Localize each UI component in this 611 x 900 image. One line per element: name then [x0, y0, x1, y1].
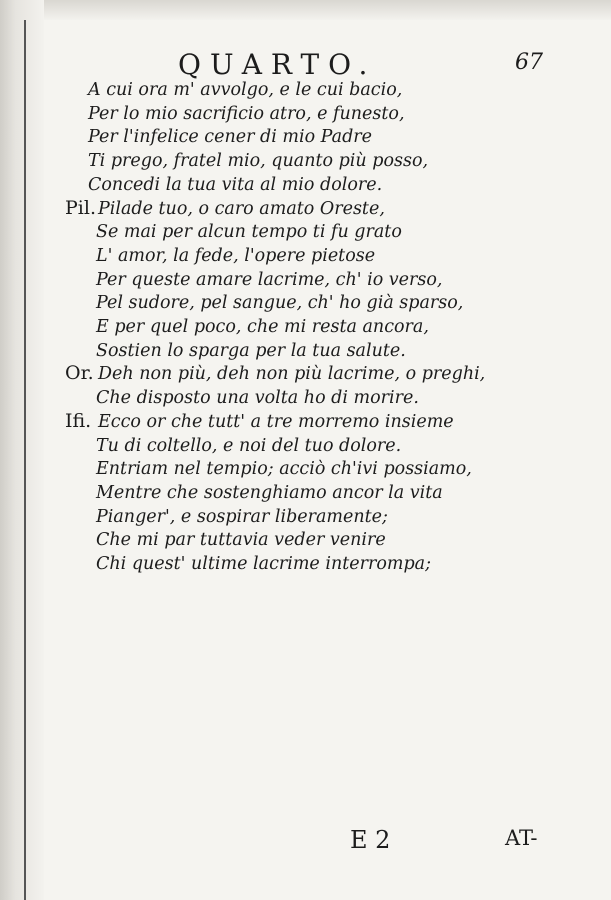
- verse-line: Per l'infelice cener di mio Padre: [88, 127, 373, 148]
- verse-line: Ti prego, fratel mio, quanto più posso,: [88, 151, 429, 172]
- binding-gutter: [0, 0, 44, 900]
- speaker-label: Pil.: [65, 196, 96, 219]
- gutter-edge-line: [24, 20, 26, 900]
- verse-line: Pianger', e sospirar liberamente;: [96, 506, 388, 527]
- verse-line: Per lo mio sacrificio atro, e funesto,: [88, 103, 405, 124]
- verse-line: Per queste amare lacrime, ch' io verso,: [96, 269, 443, 290]
- verse-line: Tu di coltello, e noi del tuo dolore.: [96, 435, 402, 456]
- verse-line: Chi quest' ultime lacrime interrompa;: [96, 554, 432, 574]
- running-head: QUARTO.: [178, 48, 377, 81]
- verse-line: E per quel poco, che mi resta ancora,: [96, 317, 429, 337]
- verse-line: Se mai per alcun tempo ti fu grato: [96, 222, 402, 243]
- verse-line: Concedi la tua vita al mio dolore.: [88, 174, 383, 195]
- verse-line: A cui ora m' avvolgo, e le cui bacio,: [88, 80, 403, 100]
- verse-line: Pilade tuo, o caro amato Oreste,: [98, 198, 385, 219]
- verse-line: Entriam nel tempio; acciò ch'ivi possiamo,: [96, 459, 472, 480]
- verse-line: L' amor, la fede, l'opere pietose: [96, 245, 376, 266]
- speaker-label: Ifi.: [65, 409, 92, 432]
- verse-line: Mentre che sostenghiamo ancor la vita: [96, 482, 443, 503]
- page-top-shadow: [0, 0, 611, 20]
- verse-line: Che disposto una volta ho di morire.: [96, 388, 419, 409]
- verse-line: Pel sudore, pel sangue, ch' ho già sparso,: [96, 293, 464, 314]
- signature-mark: E 2: [350, 826, 391, 854]
- verse-line: Sostien lo sparga per la tua salute.: [96, 340, 406, 361]
- catchword: AT-: [505, 826, 538, 850]
- page-number: 67: [515, 50, 543, 75]
- verse-line: Deh non più, deh non più lacrime, o preghi,: [98, 364, 486, 385]
- verse-line: Ecco or che tutt' a tre morremo insieme: [98, 411, 454, 432]
- speaker-label: Or.: [65, 362, 94, 385]
- verse-line: Che mi par tuttavia veder venire: [96, 530, 386, 551]
